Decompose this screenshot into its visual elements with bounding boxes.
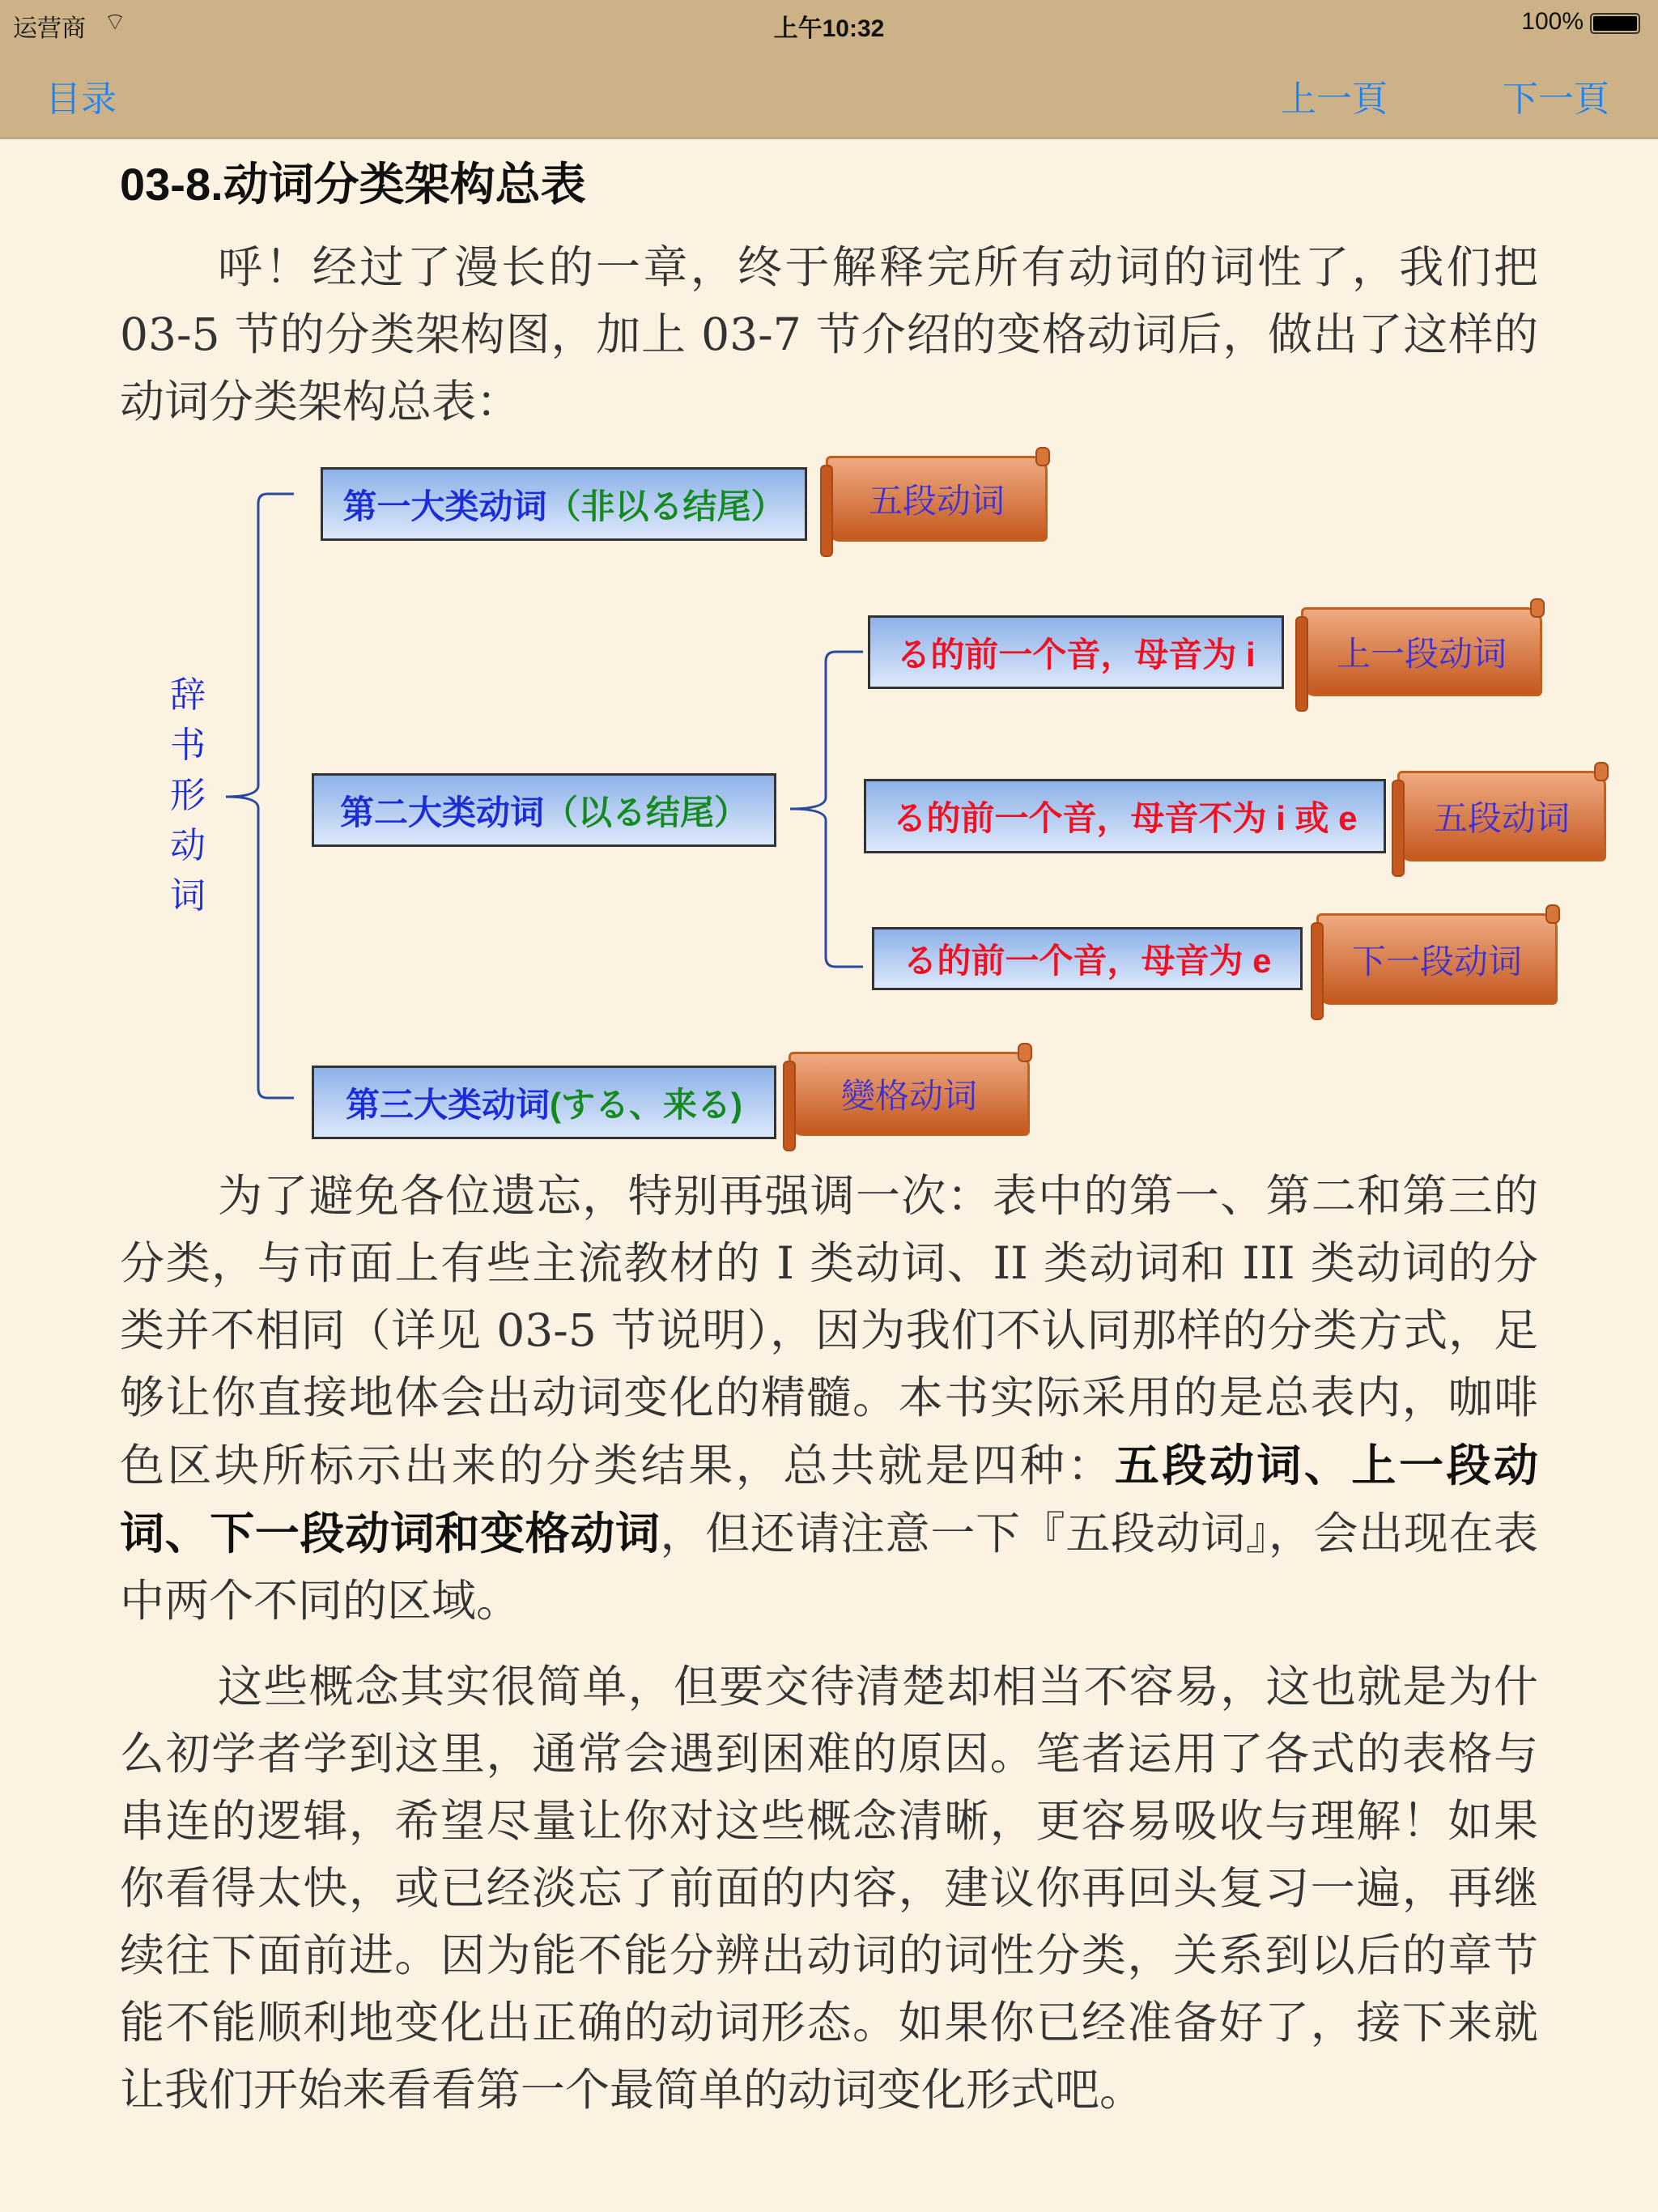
sub-condition-i: る的前一个音，母音为 i — [868, 615, 1284, 689]
carrier-label: 运营商 — [13, 15, 86, 42]
group3-note: (する、来る) — [550, 1085, 742, 1124]
sub-result-ichidan-upper: 上一段动词 — [1301, 607, 1542, 696]
paragraph-closing: 这些概念其实很简单，但要交待清楚却相当不容易，这也就是为什么初学者学到这里，通常会遇到困难的原因。笔者运用了各式的表格与串连的逻辑，希望尽量让你对这些概念清晰，更容易吸收与理解！如果你看得太快，或已经淡忘了前面的内容，建议你再回头复习一遍，再继续往下面前进。因为能不能分辨出动词的词性分类，关系到以后的章节能不能顺利地变化出正确的动词形态。如果你已经准备好了，接下来就让我们开始来看看第一个最简单的动词变化形式吧。 — [120, 1661, 1538, 2116]
group1-note: （非以る结尾） — [546, 487, 785, 525]
page-title: 03-8.动词分类架构总表 — [120, 159, 586, 210]
group3-box — [312, 1066, 776, 1139]
group3-result: 變格动词 — [789, 1052, 1030, 1136]
main-bracket — [226, 494, 294, 1098]
group3-name: 第三大类动词 — [346, 1085, 551, 1124]
sub-condition-not-i-e: る的前一个音，母音不为 i 或 e — [864, 779, 1386, 853]
reminder-text: 为了避免各位遗忘，特别再强调一次：表中的第一、第二和第三的分类，与市面上有些主流教材的 I 类动词、II 类动词和 III 类动词的分类并不相同（详见 03-5 节说明），因为我们不认同那样的分类方式，足够让你直接地体会出动词变化的精髓。本书实际采用的是总表内，咖啡色区块所标示出来的分类结果，总共就是四种： — [120, 1170, 1538, 1491]
reminder-text-end: ，但还请注意一下『五段动词』，会出现在表中两个不同的区域。 — [120, 1508, 1538, 1627]
clock: 上午10:32 — [773, 15, 885, 42]
toc-button[interactable]: 目录 — [45, 79, 117, 119]
next-page-button[interactable]: 下一頁 — [1503, 79, 1609, 119]
sub-result-godan: 五段动词 — [1397, 771, 1606, 861]
group2-name: 第二大类动词 — [339, 793, 544, 832]
group1-result: 五段动词 — [826, 456, 1048, 542]
sub-result-ichidan-lower: 下一段动词 — [1316, 913, 1558, 1005]
group2-note: （以る结尾） — [544, 793, 749, 832]
group1-name: 第一大类动词 — [342, 487, 547, 525]
root-label: 辞书形动词 — [170, 675, 206, 916]
sub-condition-e: る的前一个音，母音为 e — [872, 927, 1303, 990]
paragraph-intro: 呼！经过了漫长的一章，终于解释完所有动词的词性了，我们把 03-5 节的分类架构图，加上 03-7 节介绍的变格动词后，做出了这样的动词分类架构总表： — [120, 241, 1538, 428]
sub-bracket — [790, 652, 863, 967]
reminder-bold-text: 五段动词、上一段动词、下一段动词和变格动词 — [120, 1439, 1538, 1559]
group2-box — [312, 773, 776, 847]
prev-page-button[interactable]: 上一頁 — [1281, 79, 1388, 119]
group1-box — [321, 467, 807, 541]
battery-percent: 100% — [1521, 8, 1584, 35]
wifi-icon: ⌔ — [104, 9, 127, 36]
paragraph-reminder — [120, 1163, 1538, 1635]
